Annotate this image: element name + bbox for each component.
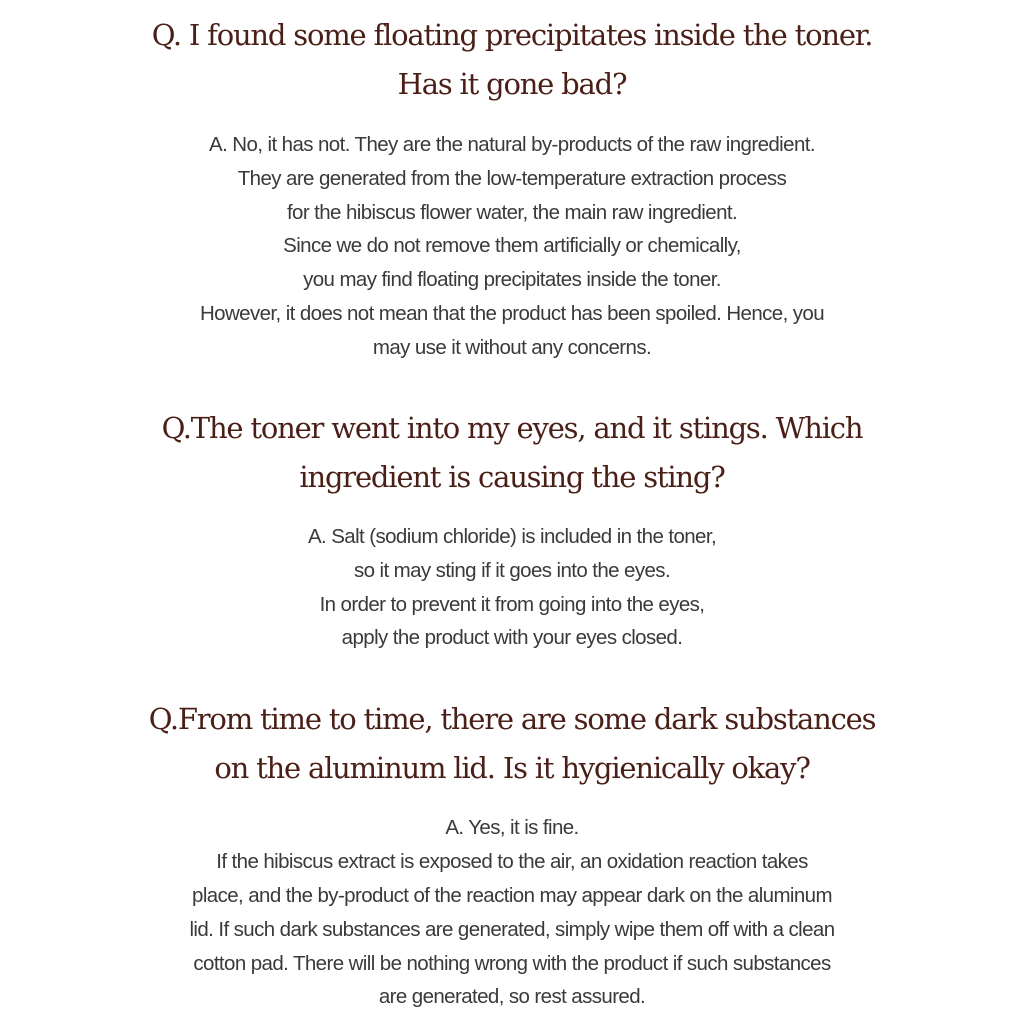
faq-1-answer-line-3: for the hibiscus flower water, the main raw ingredient. [286,201,738,224]
faq-3-answer-line-6: are generated, so rest assured. [378,985,646,1008]
faq-1-answer-line-7: may use it without any concerns. [372,336,652,359]
faq-3-question-line-2: on the aluminum lid. Is it hygienically okay? [214,751,810,785]
faq-3-answer-line-5: cotton pad. There will be nothing wrong with the product if such substances [193,952,831,975]
faq-1-question-line-1: Q. I found some floating precipitates inside the toner. [151,18,873,52]
faq-3-answer-line-4: lid. If such dark substances are generated, simply wipe them off with a clean [189,918,835,941]
faq-1-answer-line-1: A. No, it has not. They are the natural by-products of the raw ingredient. [209,133,815,156]
faq-1-answer-line-6: However, it does not mean that the product has been spoiled. Hence, you [199,302,825,325]
faq-2-question-line-1: Q.The toner went into my eyes, and it stings. Which [161,411,863,445]
faq-2-answer-line-2: so it may sting if it goes into the eyes. [353,559,671,582]
faq-3-answer-line-1: A. Yes, it is fine. [445,816,579,839]
faq-2-answer-line-1: A. Salt (sodium chloride) is included in the toner, [307,525,717,548]
faq-3-answer-line-3: place, and the by-product of the reaction may appear dark on the aluminum [192,884,832,907]
faq-2-answer-line-4: apply the product with your eyes closed. [341,626,683,649]
faq-2-answer-line-3: In order to prevent it from going into the eyes, [319,593,705,616]
faq-1-answer-line-4: Since we do not remove them artificially or chemically, [283,234,741,257]
faq-1-answer-line-2: They are generated from the low-temperature extraction process [237,167,787,190]
faq-2-question-line-2: ingredient is causing the sting? [299,460,725,494]
faq-1-question-line-2: Has it gone bad? [397,67,627,101]
faq-1-answer-line-5: you may find floating precipitates inside the toner. [303,268,721,291]
faq-3-answer-line-2: If the hibiscus extract is exposed to the air, an oxidation reaction takes [216,850,808,873]
faq-3-question-line-1: Q.From time to time, there are some dark substances [148,702,876,736]
